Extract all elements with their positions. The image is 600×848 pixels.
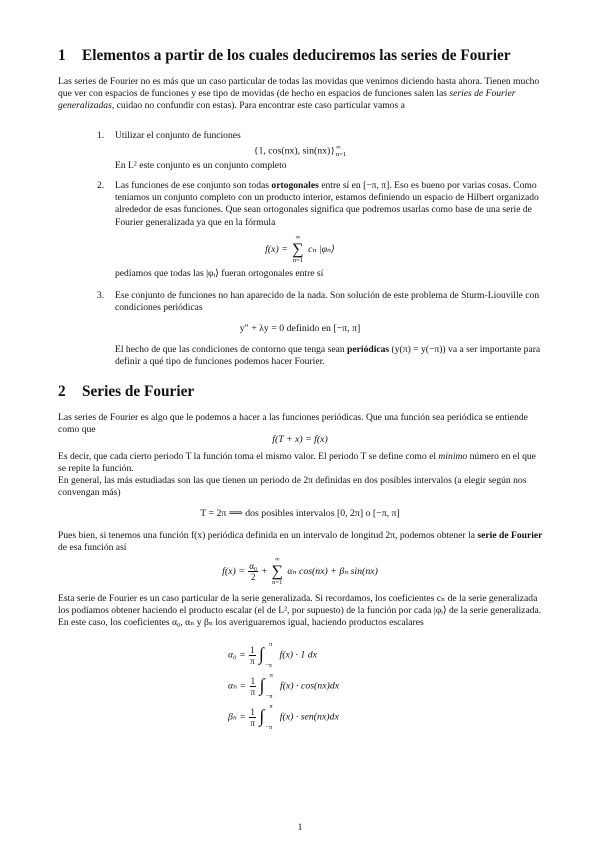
equation-alphan <box>228 674 428 698</box>
sum-upper: ∞ <box>295 234 301 241</box>
integral-symbol: ∫ π −π <box>259 703 273 731</box>
equation-fourier-series <box>0 556 600 587</box>
int-lower: −π <box>265 724 273 731</box>
eq-lhs: f(x) = <box>222 565 245 577</box>
item-text-a: Las funciones de ese conjunto son todas <box>115 180 272 191</box>
equation-sturm-liouville: y″ + λy = 0 definido en [−π, π] <box>239 323 361 334</box>
intro-text-a: Las series de Fourier no es más que un caso particular de todas las movidas que venimos diciendo hasta ahora. Tienen mucho que ver con espacios de funciones y ese tipo de movidas (de hecho en espacios de funciones salen las <box>58 76 540 100</box>
eq-rhs: cₙ |φₙ⟩ <box>308 243 335 255</box>
section-1-heading <box>58 47 511 65</box>
item-text-b: entre sí en [−π, π]. Eso es bueno por varias cosas. Como teníamos un conjunto completo con un producto interior, estamos definiendo un espacio de Hilbert organizado alrededor de esas funciones. Que sean ortogonales significa que podremos usarlas como base de una serie de Fourier generalizada ya que en la fórmula <box>115 180 539 228</box>
list-item-note <box>115 344 545 368</box>
integrand: f(x) · sen(nx)dx <box>279 711 339 723</box>
paragraph: Esta serie de Fourier es un caso particular de la serie generalizada. Si recordamos, los coeficientes cₙ de la serie generalizada los podíamos obtener haciendo el producto escalar (el de L², por supuesto) de la función por cada |φᵢ⟩ de la serie generalizada. En este caso, los coeficientes α₀, αₙ y βₙ los averiguaremos igual, haciendo productos escalares <box>58 593 542 629</box>
frac-num: 1 <box>250 644 255 655</box>
equation-betan <box>228 705 428 729</box>
int-upper: π <box>269 703 273 710</box>
sum-upper: ∞ <box>274 556 280 563</box>
coef-lhs: αₙ = <box>228 680 247 692</box>
int-upper: π <box>269 641 273 648</box>
paragraph <box>58 530 544 554</box>
frac-den: π <box>250 717 255 728</box>
page-number: 1 <box>297 822 303 833</box>
p2-text-a: Es decir, que cada cierto periodo T la función toma el mismo valor. El periodo T se define como el <box>58 451 439 462</box>
section-title: Series de Fourier <box>82 383 195 400</box>
item-bold: ortogonales <box>271 180 319 191</box>
section-number: 1 <box>58 47 66 64</box>
int-upper: π <box>269 672 273 679</box>
fraction <box>248 561 258 582</box>
list-item-text: Utilizar el conjunto de funciones <box>115 130 241 141</box>
integral-symbol: ∫ π −π <box>259 672 273 700</box>
function-set: {1, cos(nx), sin(nx)} <box>253 145 336 157</box>
list-item-text <box>115 180 545 229</box>
frac-den: π <box>250 686 256 697</box>
coef-lhs: βₙ = <box>228 711 246 723</box>
set-sub: n=1 <box>336 151 347 158</box>
equation-alpha0 <box>228 643 428 667</box>
p4-text-a: Pues bien, si tenemos una función f(x) periódica definida en un intervalo de longitud 2π, podemos obtener la <box>58 530 478 541</box>
int-lower: −π <box>265 693 273 700</box>
note-text-b: (y(π) = y(−π)) va a ser importante para definir a qué tipo de funciones podemos hacer Fourier. <box>115 344 541 368</box>
frac-num: 1 <box>250 675 256 686</box>
integrand: f(x) · cos(nx)dx <box>280 680 340 692</box>
plus-sign: + <box>261 565 268 577</box>
list-item-number: 3. <box>97 290 105 301</box>
list-item-note: pedíamos que todas las |φᵢ⟩ fueran ortogonales entre sí <box>115 268 324 279</box>
summation-symbol: ∞ ∑ n=1 <box>292 234 304 264</box>
intro-paragraph <box>58 76 544 113</box>
sum-lower: n=1 <box>272 579 283 586</box>
int-lower: −π <box>265 662 272 669</box>
fraction <box>249 645 256 666</box>
section-2-heading <box>58 383 194 401</box>
intro-emphasis: series de Fourier generalizadas <box>58 88 516 112</box>
equation-periodicity <box>0 434 600 445</box>
sum-lower: n=1 <box>292 257 304 264</box>
section-number: 2 <box>58 383 66 400</box>
p4-text-b: de esa función así <box>58 542 127 554</box>
fraction <box>250 676 257 697</box>
p2-text-b: número en el que se repite la función. <box>58 451 536 475</box>
eq-rhs: αₙ cos(nx) + βₙ sin(nx) <box>287 565 378 577</box>
eq-periodicity-text: f(T + x) = f(x) <box>272 434 328 445</box>
frac-num: 1 <box>250 706 255 717</box>
equation-period: T = 2π ⟹ dos posibles intervalos [0, 2π] o [−π, π] <box>200 508 400 519</box>
list-item-number: 2. <box>97 180 105 191</box>
list-item-text: Ese conjunto de funciones no han aparecido de la nada. Son solución de este problema de Sturm-Liouville con condiciones periódicas <box>115 290 540 314</box>
integral-symbol: ∫ π −π <box>259 641 273 669</box>
equation-function-set <box>0 144 600 158</box>
p4-bold: serie de Fourier <box>477 530 543 541</box>
frac-den: π <box>250 655 255 666</box>
intro-text-b: , cuidao no confundir con estas). Para encontrar este caso particular vamos a <box>111 100 405 112</box>
paragraph <box>58 451 544 475</box>
frac-den: 2 <box>250 572 256 582</box>
fraction <box>249 707 256 728</box>
paragraph: En general, las más estudiadas son las que tienen un periodo de 2π definidas en dos posibles intervalos (a elegir según nos convengan más) <box>58 475 527 499</box>
equation-generalized-series <box>0 234 600 265</box>
frac-num: α₀ <box>249 561 258 571</box>
set-sup: ∞ <box>336 144 341 151</box>
note-bold: periódicas <box>347 344 390 355</box>
note-text-a: El hecho de que las condiciones de contorno que tenga sean <box>115 344 348 355</box>
paragraph: Las series de Fourier es algo que le podemos a hacer a las funciones periódicas. Que una función sea periódica se entiende como que <box>58 412 528 436</box>
summation-symbol: ∞ ∑ n=1 <box>271 556 283 586</box>
p2-emphasis: mínimo <box>438 451 468 462</box>
list-item-note: En L² este conjunto es un conjunto completo <box>115 160 287 171</box>
integrand: f(x) · 1 dx <box>279 649 318 661</box>
eq-lhs: f(x) = <box>265 243 288 255</box>
list-item-number: 1. <box>97 130 105 141</box>
section-title: Elementos a partir de los cuales deduciremos las series de Fourier <box>82 47 511 64</box>
coef-lhs: α₀ = <box>228 649 246 661</box>
